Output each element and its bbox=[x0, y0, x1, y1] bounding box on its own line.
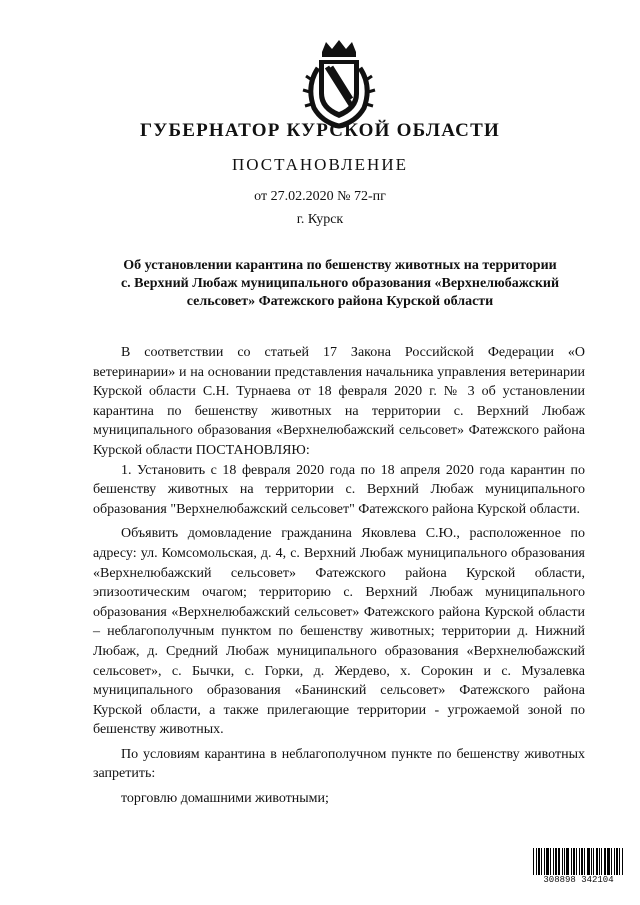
paragraph-list-item: торговлю домашними животными; bbox=[121, 791, 329, 807]
document-date-number: от 27.02.2020 № 72-пг bbox=[254, 189, 386, 204]
barcode-stripe bbox=[550, 848, 551, 875]
barcode-stripe bbox=[576, 848, 577, 875]
paragraph-item-1: 1. Установить с 18 февраля 2020 года по 18 апреля 2020 года карантин по бешенству животных на территории с. Верхний Любаж муниципального образования "Верхнелюбажский сельсовет" Фатежского района Курской области. bbox=[93, 462, 585, 517]
barcode-stripe bbox=[538, 848, 540, 875]
barcode-stripe bbox=[558, 848, 560, 875]
barcode-stripe bbox=[546, 848, 549, 875]
barcode-stripe bbox=[533, 848, 534, 875]
barcode-number: 308898 342104 bbox=[543, 875, 614, 885]
barcode-stripe bbox=[607, 848, 610, 875]
page-title: ГУБЕРНАТОР КУРСКОЙ ОБЛАСТИ bbox=[140, 120, 500, 141]
barcode-stripe bbox=[604, 848, 606, 875]
barcode-stripe bbox=[591, 848, 592, 875]
barcode-stripe bbox=[596, 848, 598, 875]
barcode-stripe bbox=[541, 848, 542, 875]
paragraph-declare: Объявить домовладение гражданина Яковлева С.Ю., расположенное по адресу: ул. Комсомольская, д. 4, с. Верхний Любаж муниципального образования «Верхнелюбажский сельсовет» Фатежского района Курской области, эпизоотическим очагом; территорию с. Верхний Любаж муниципального образования «Верхнелюбажский сельсовет» Фатежского района Курской области – неблагополучным пунктом по бешенству животных; территории д. Нижний Любаж, д. Средний Любаж муниципального образования «Верхнелюбажский сельсовет», с. Бычки, с. Горки, д. Жердево, х. Сорокин и с. Музалевка муниципального образования «Банинский сельсовет» Фатежского района Курской области, а также прилегающие территории - угрожаемой зоной по бешенству животных. bbox=[93, 526, 585, 738]
barcode-stripe bbox=[562, 848, 563, 875]
heading-line: с. Верхний Любаж муниципального образования «Верхнелюбажский bbox=[120, 276, 560, 291]
barcode-stripe bbox=[593, 848, 594, 875]
barcode-stripe bbox=[614, 848, 615, 875]
barcode bbox=[533, 848, 624, 886]
barcode-stripe bbox=[566, 848, 569, 875]
barcode-stripe bbox=[536, 848, 537, 875]
barcode-stripe bbox=[616, 848, 618, 875]
barcode-stripe bbox=[555, 848, 557, 875]
barcode-stripe bbox=[619, 848, 620, 875]
heading-line: сельсовет» Фатежского района Курской области bbox=[186, 294, 494, 309]
document-heading bbox=[95, 257, 585, 311]
barcode-stripe bbox=[564, 848, 565, 875]
barcode-stripe bbox=[601, 848, 602, 875]
barcode-bars bbox=[533, 848, 624, 875]
barcode-stripe bbox=[571, 848, 572, 875]
paragraph-prohibit: По условиям карантина в неблагополучном пункте по бешенству животных запретить: bbox=[93, 746, 585, 782]
barcode-stripe bbox=[622, 848, 623, 875]
barcode-stripe bbox=[573, 848, 575, 875]
barcode-stripe bbox=[544, 848, 545, 875]
barcode-stripe bbox=[587, 848, 590, 875]
barcode-stripe bbox=[579, 848, 580, 875]
barcode-stripe bbox=[599, 848, 600, 875]
paragraph-preamble: В соответствии со статьей 17 Закона Российской Федерации «О ветеринарии» и на основании представления начальника управления ветеринарии Курской области С.Н. Турнаева от 18 февраля 2020 г. № 3 об установлении карантина по бешенству животных на территории с. Верхний Любаж муниципального образования «Верхнелюбажский сельсовет» Фатежского района Курской области ПОСТАНОВЛЯЮ: bbox=[93, 345, 585, 458]
document-city: г. Курск bbox=[296, 212, 344, 227]
barcode-stripe bbox=[581, 848, 583, 875]
document-body bbox=[93, 343, 585, 809]
document-type: ПОСТАНОВЛЕНИЕ bbox=[231, 155, 408, 174]
barcode-stripe bbox=[611, 848, 612, 875]
barcode-stripe bbox=[584, 848, 585, 875]
coat-of-arms-icon bbox=[300, 38, 378, 130]
barcode-stripe bbox=[553, 848, 554, 875]
heading-line: Об установлении карантина по бешенству животных на территории bbox=[123, 258, 557, 273]
